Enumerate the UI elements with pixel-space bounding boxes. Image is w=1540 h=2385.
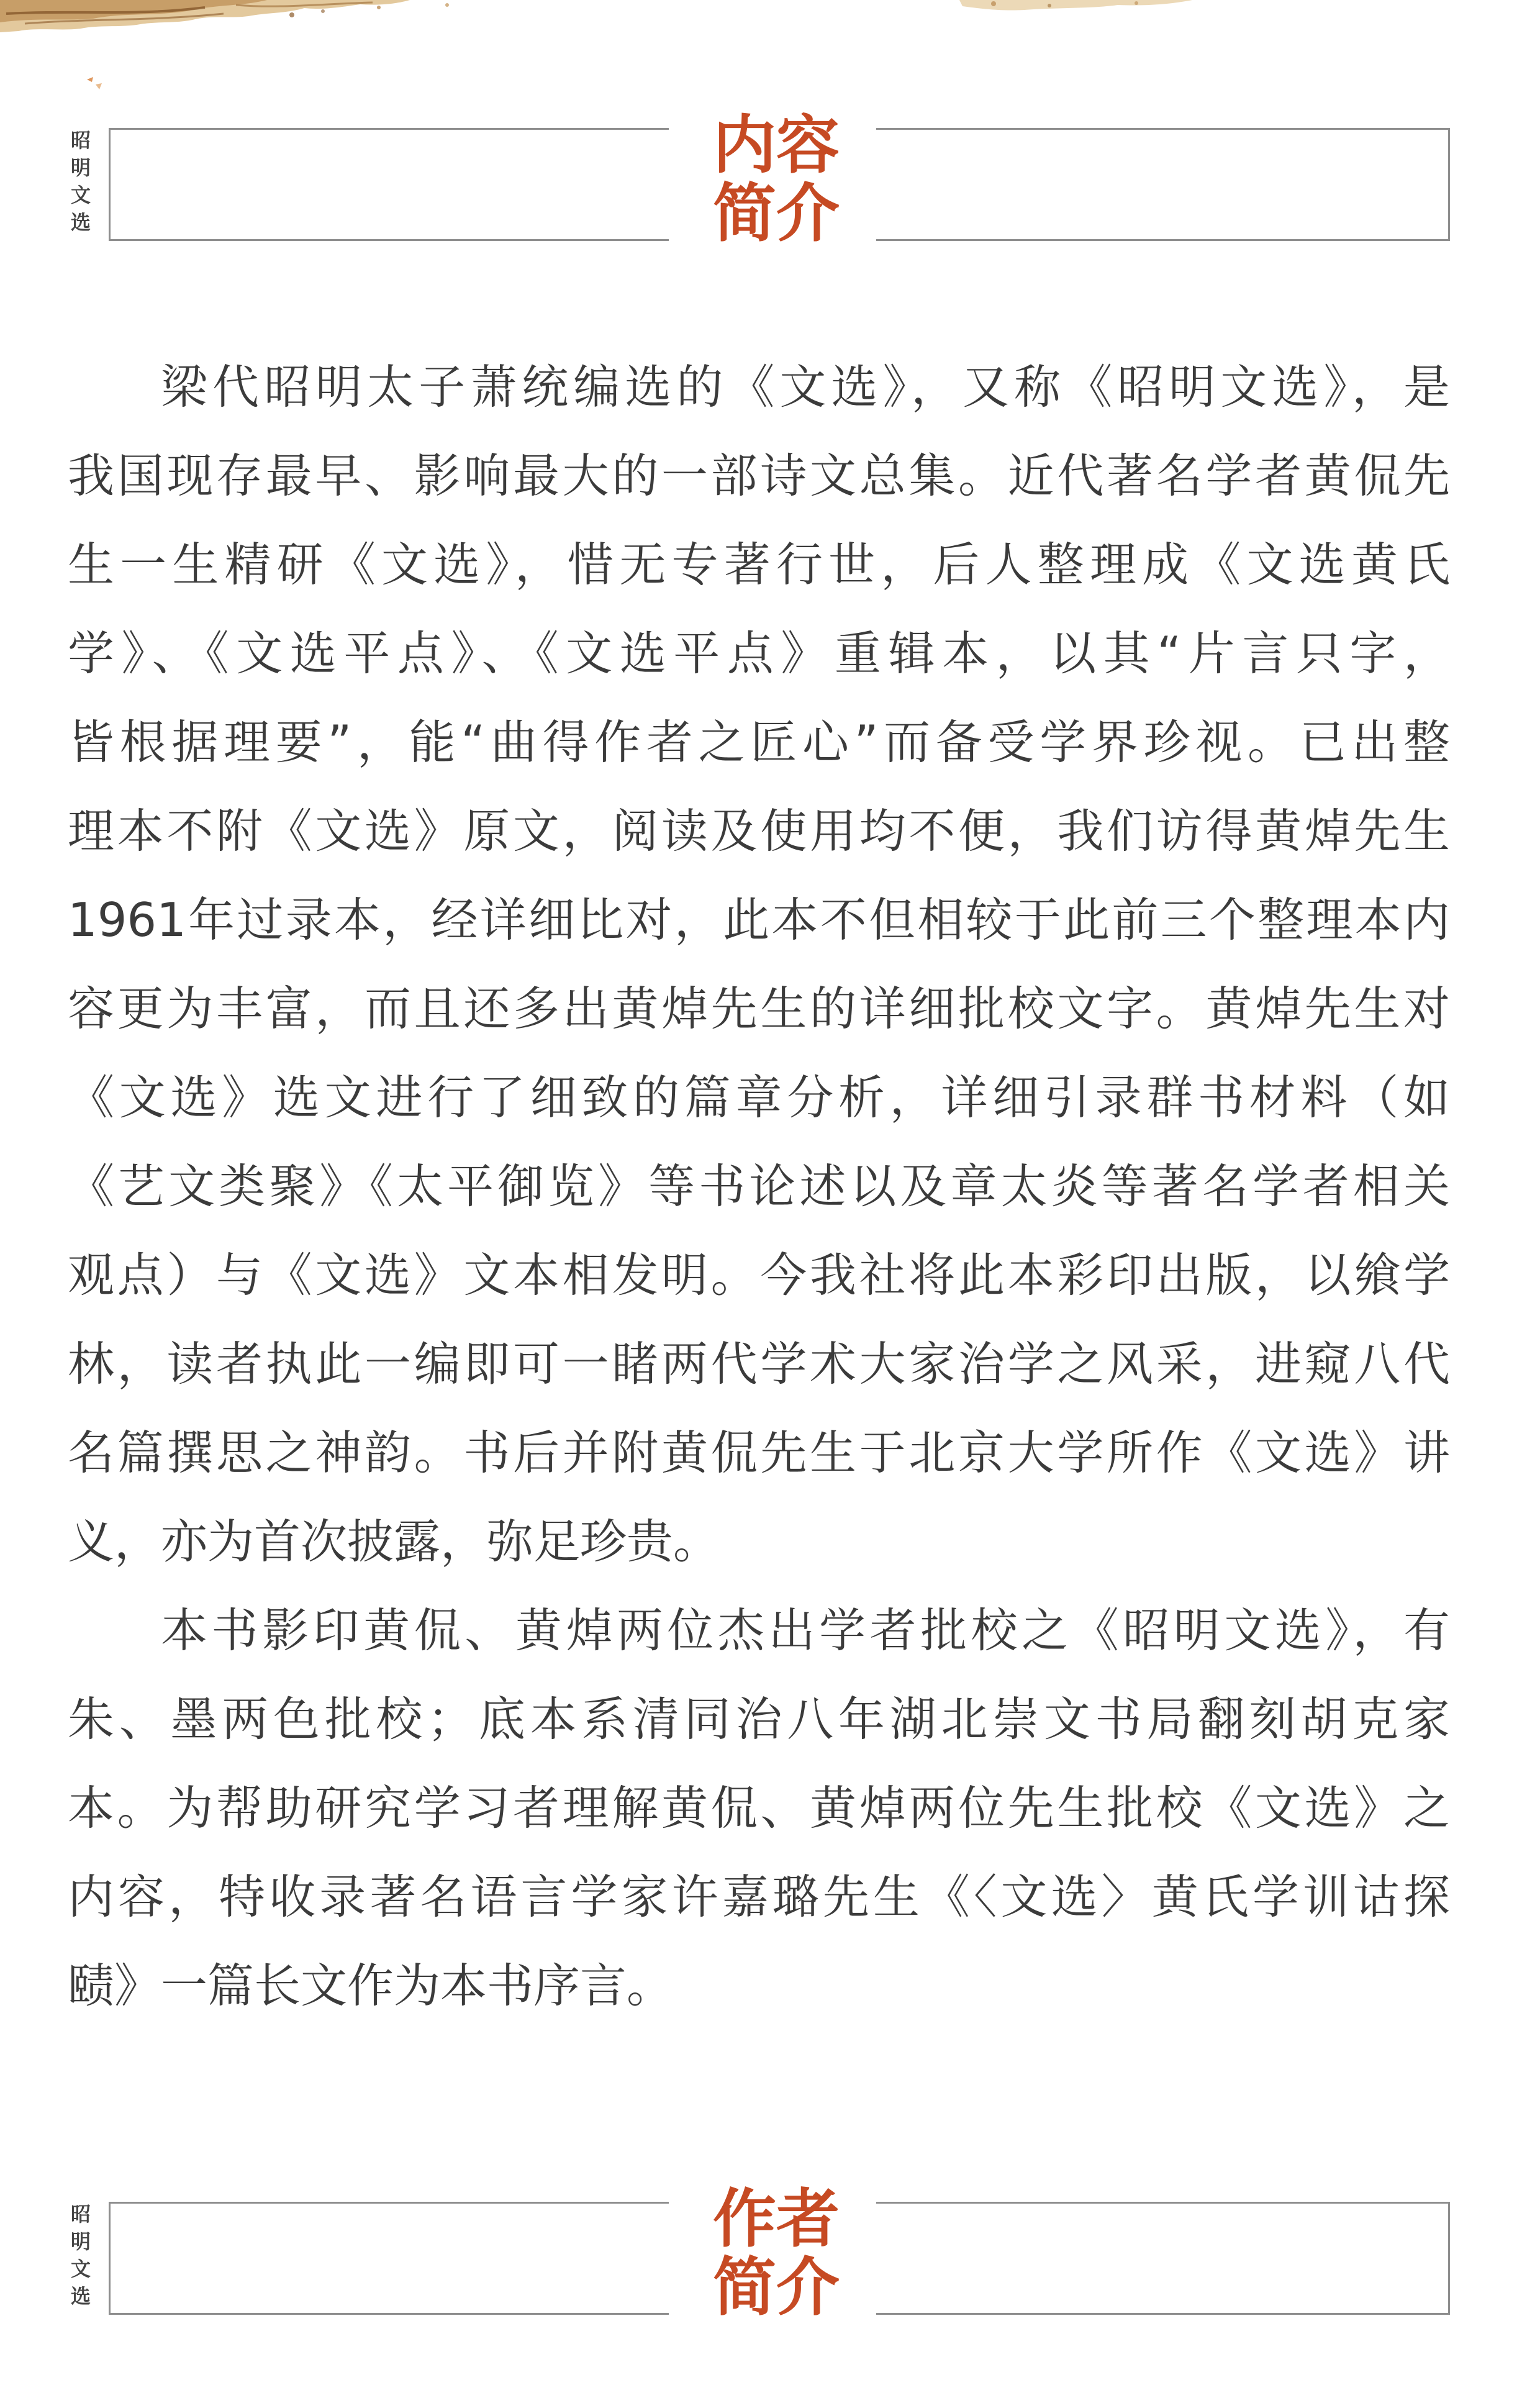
section-title-line: 简介 xyxy=(713,176,840,251)
paragraph xyxy=(68,343,1450,1586)
body-line: 容更为丰富，而且还多出黄焯先生的详细批校文字。黄焯先生对 xyxy=(68,981,1450,1036)
section-header-intro xyxy=(0,108,1540,251)
intro-body xyxy=(68,343,1450,2030)
body-line: 义，亦为首次披露，弥足珍贵。 xyxy=(68,1514,720,1569)
body-line: 本。为帮助研究学习者理解黄侃、黄焯两位先生批校《文选》之 xyxy=(68,1781,1450,1835)
body-line: 本书影印黄侃、黄焯两位杰出学者批校之《昭明文选》，有 xyxy=(161,1603,1450,1658)
body-line: 皆根据理要”，能“曲得作者之匠心”而备受学界珍视。已出整 xyxy=(68,715,1450,770)
body-line: 《文选》选文进行了细致的篇章分析，详细引录群书材料（如 xyxy=(68,1070,1450,1125)
brand-label: 昭明文选 xyxy=(68,2204,91,2313)
body-line: 梁代昭明太子萧统编选的《文选》，又称《昭明文选》，是 xyxy=(161,360,1450,414)
header-frame-right xyxy=(876,2202,1450,2315)
body-line: 1961年过录本，经详细比对，此本不但相较于此前三个整理本内 xyxy=(68,893,1450,947)
header-frame-right xyxy=(876,128,1450,241)
body-line: 内容，特收录著名语言学家许嘉璐先生《〈文选〉黄氏学训诂探 xyxy=(68,1869,1450,1924)
body-line: 观点）与《文选》文本相发明。今我社将此本彩印出版，以飨学 xyxy=(68,1248,1450,1302)
body-line: 我国现存最早、影响最大的一部诗文总集。近代著名学者黄侃先 xyxy=(68,448,1450,503)
body-line: 学》、《文选平点》、《文选平点》重辑本，以其“片言只字， xyxy=(68,626,1450,681)
paragraph xyxy=(68,1586,1450,2030)
ink-fleck-icon xyxy=(84,76,106,94)
body-line: 生一生精研《文选》，惜无专著行世，后人整理成《文选黄氏 xyxy=(68,537,1450,592)
brush-texture-icon xyxy=(0,0,1540,37)
section-header-author xyxy=(0,2182,1540,2325)
body-line: 名篇撰思之神韵。书后并附黄侃先生于北京大学所作《文选》讲 xyxy=(68,1425,1450,1480)
body-line: 理本不附《文选》原文，阅读及使用均不便，我们访得黄焯先生 xyxy=(68,804,1450,858)
body-line: 赜》一篇长文作为本书序言。 xyxy=(68,1958,674,2013)
brand-label: 昭明文选 xyxy=(68,130,91,239)
section-title-line: 内容 xyxy=(713,108,840,183)
header-frame-left xyxy=(109,2202,669,2315)
body-line: 林，读者执此一编即可一睹两代学术大家治学之风采，进窥八代 xyxy=(68,1337,1450,1391)
section-title xyxy=(683,108,869,251)
section-title-line: 作者 xyxy=(713,2182,840,2256)
section-title-line: 简介 xyxy=(713,2250,840,2325)
section-title xyxy=(683,2182,869,2325)
header-frame-left xyxy=(109,128,669,241)
body-line: 《艺文类聚》《太平御览》等书论述以及章太炎等著名学者相关 xyxy=(68,1159,1450,1214)
body-line: 朱、墨两色批校；底本系清同治八年湖北崇文书局翻刻胡克家 xyxy=(68,1692,1450,1747)
